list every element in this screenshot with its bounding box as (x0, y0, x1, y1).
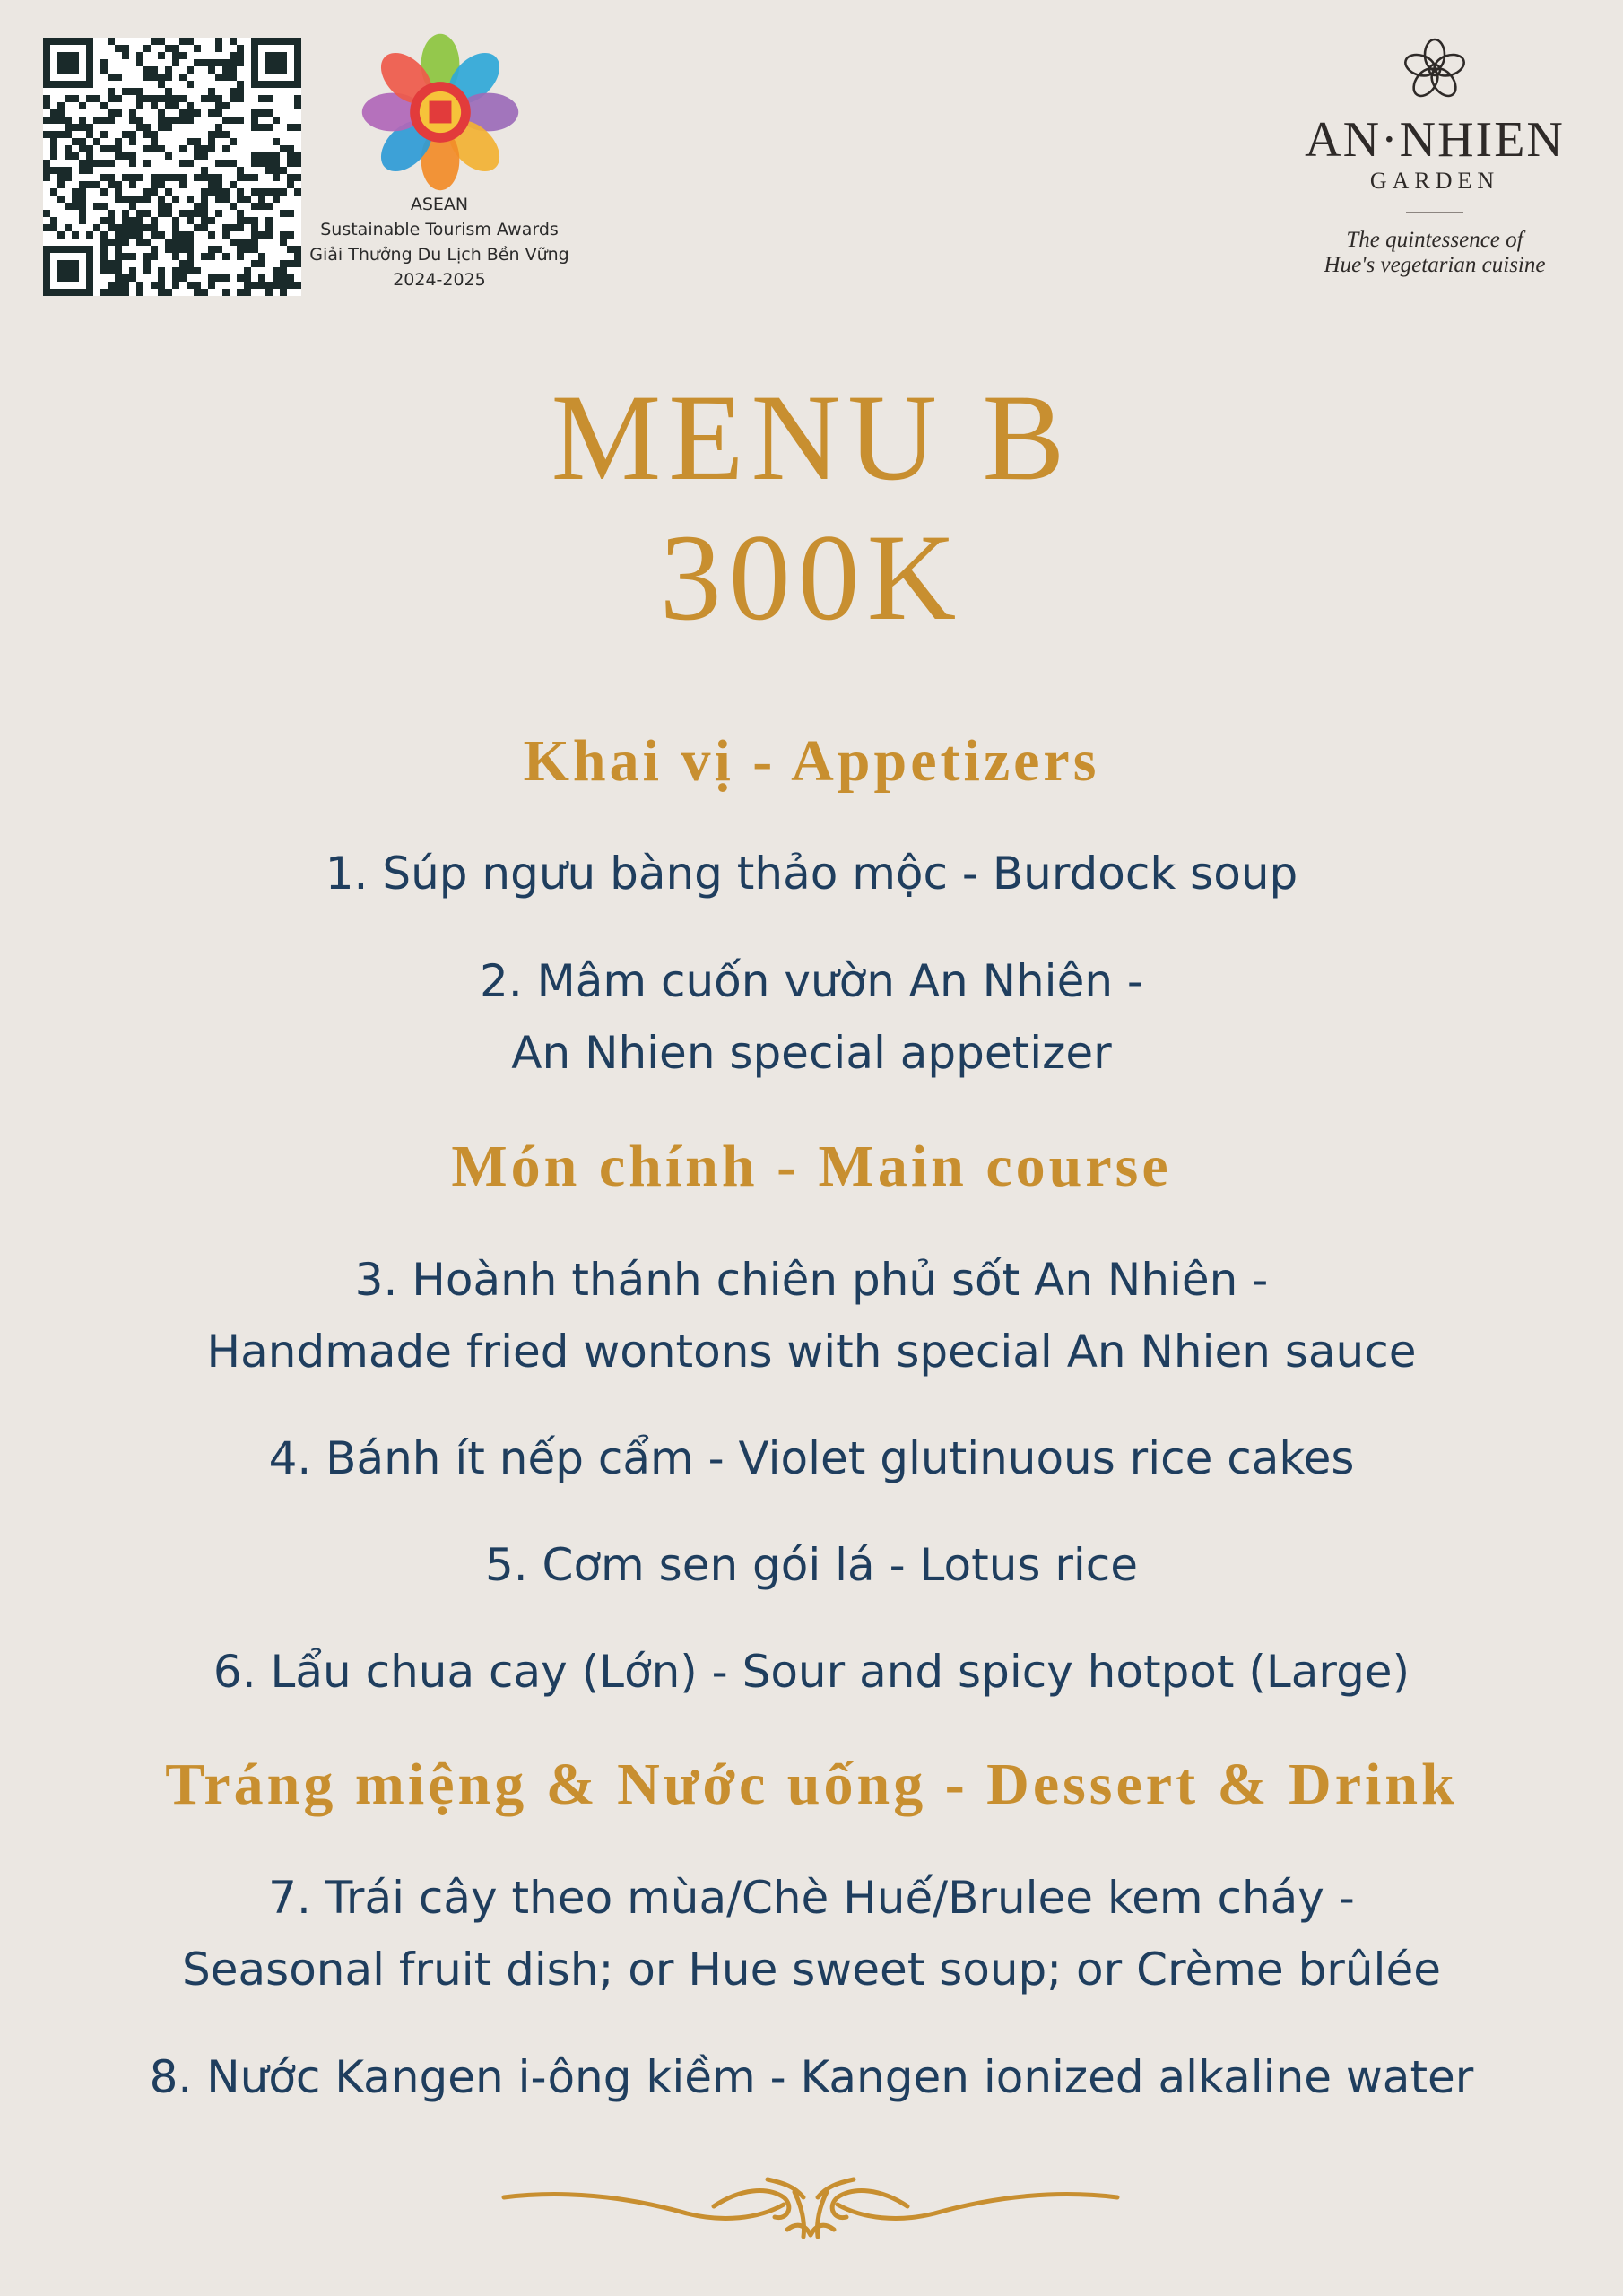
brand-subtitle: GARDEN (1369, 168, 1500, 194)
brand-divider (1406, 212, 1463, 213)
menu-item-line: 1. Súp ngưu bàng thảo mộc - Burdock soup (325, 848, 1298, 900)
brand-tagline: Hue's vegetarian cuisine (1324, 253, 1546, 277)
asean-line: ASEAN (410, 195, 469, 214)
menu-item-line: 3. Hoành thánh chiên phủ sốt An Nhiên - (354, 1254, 1269, 1306)
brand-block (1264, 32, 1605, 278)
menu-item-2 (0, 945, 1623, 1089)
menu-item-line: An Nhien special appetizer (511, 1027, 1112, 1079)
menu-item-7 (0, 1862, 1623, 2005)
asean-award-text (296, 192, 583, 292)
menu-item-line: 7. Trái cây theo mùa/Chè Huế/Brulee kem cháy - (268, 1872, 1355, 1924)
flourish-ornament (499, 2170, 1123, 2260)
menu-item-1 (0, 838, 1623, 909)
menu-item-line: 2. Mâm cuốn vườn An Nhiên - (480, 955, 1143, 1007)
menu-name: MENU B (551, 369, 1072, 506)
menu-price: 300K (659, 509, 964, 646)
menu-item-line: Seasonal fruit dish; or Hue sweet soup; or Crème brûlée (182, 1944, 1441, 1996)
menu-item-line: 8. Nước Kangen i-ông kiềm - Kangen ionized alkaline water (149, 2051, 1474, 2103)
qr-code-icon[interactable] (43, 38, 301, 296)
section-heading-main-course: Món chính - Main course (451, 1134, 1172, 1199)
menu-item-line: 6. Lẩu chua cay (Lớn) - Sour and spicy hotpot (Large) (213, 1646, 1410, 1698)
asean-line: 2024-2025 (393, 270, 486, 290)
menu-item-4 (0, 1422, 1623, 1494)
section-heading-dessert-drink: Tráng miệng & Nước uống - Dessert & Drink (165, 1752, 1458, 1817)
menu-item-line: 5. Cơm sen gói lá - Lotus rice (484, 1539, 1139, 1591)
brand-name: AN·NHIEN (1305, 112, 1565, 168)
menu-item-line: Handmade fried wontons with special An Nhien sauce (206, 1326, 1417, 1378)
asean-line: Sustainable Tourism Awards (320, 220, 559, 239)
asean-line: Giải Thưởng Du Lịch Bền Vững (309, 245, 569, 265)
section-heading-appetizers: Khai vị - Appetizers (523, 728, 1100, 794)
menu-item-6 (0, 1636, 1623, 1708)
menu-item-8 (0, 2041, 1623, 2113)
brand-tagline: The quintessence of (1346, 228, 1523, 252)
asean-flower-logo (360, 32, 520, 192)
lotus-logo-icon (1397, 32, 1472, 108)
menu-title (0, 368, 1623, 648)
menu-item-line: 4. Bánh ít nếp cẩm - Violet glutinuous rice cakes (268, 1432, 1355, 1484)
menu-item-3 (0, 1244, 1623, 1387)
menu-item-5 (0, 1529, 1623, 1601)
